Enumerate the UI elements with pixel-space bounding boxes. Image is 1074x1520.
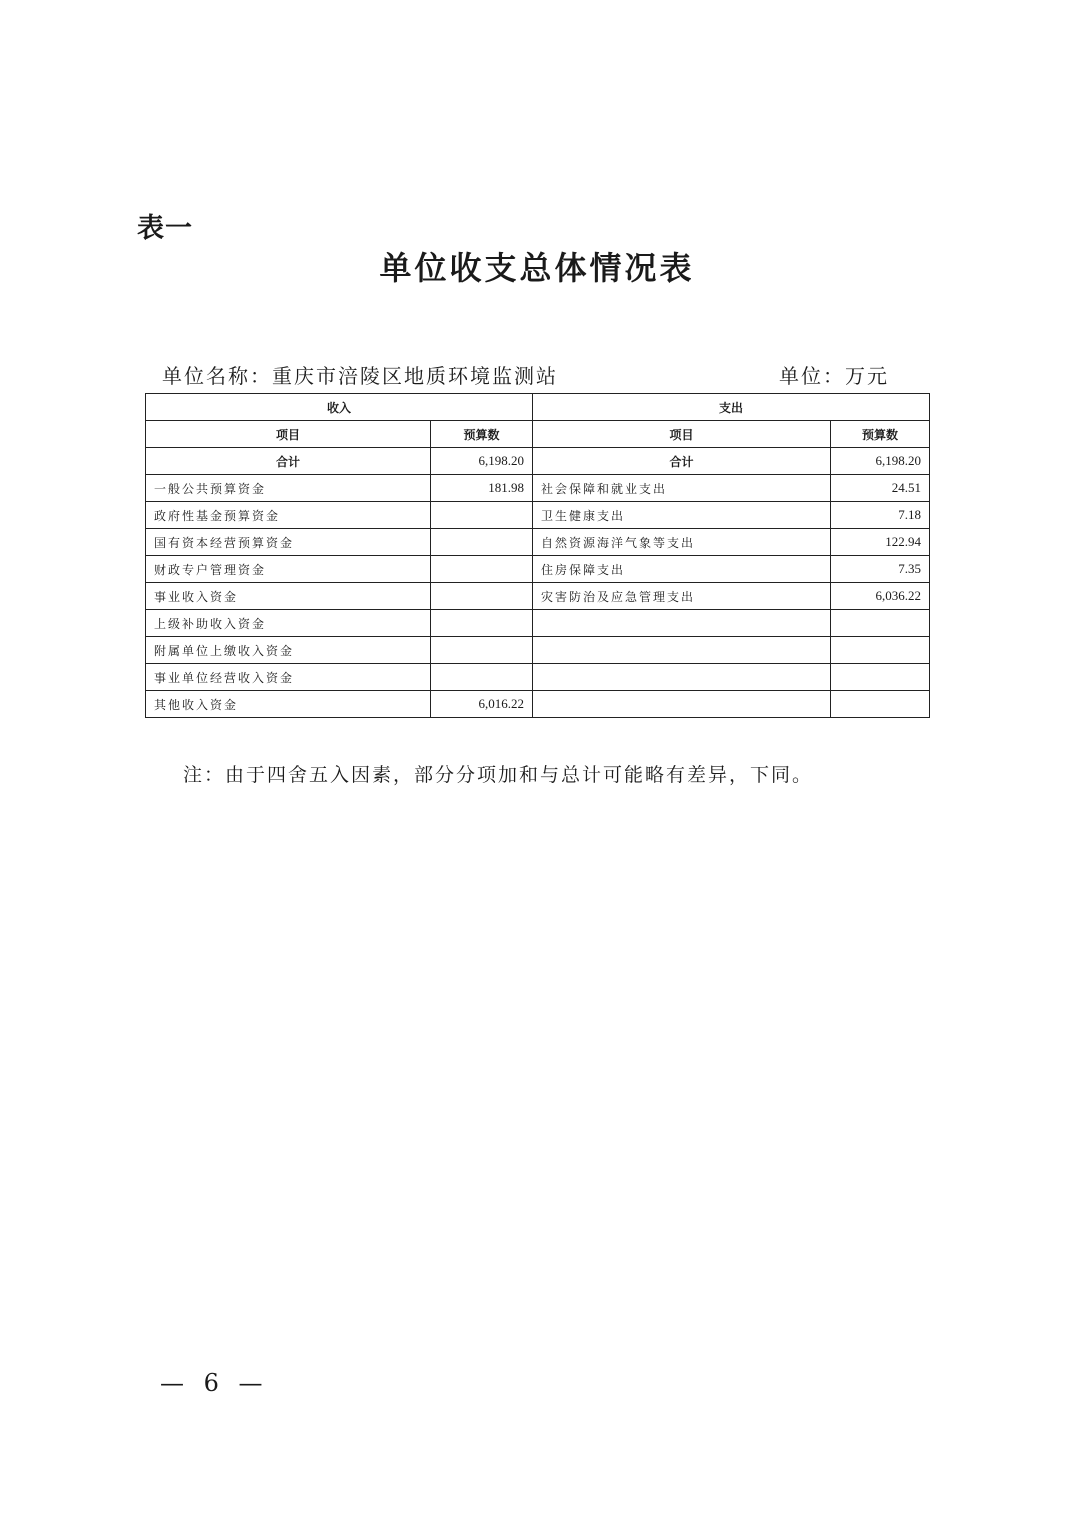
income-value	[431, 583, 533, 610]
income-item: 附属单位上缴收入资金	[146, 637, 431, 664]
income-total-label: 合计	[146, 448, 431, 475]
income-item: 一般公共预算资金	[146, 475, 431, 502]
page-number: — 6 —	[160, 1369, 269, 1397]
column-header-row	[146, 421, 930, 448]
footnote: 注：由于四舍五入因素，部分分项加和与总计可能略有差异，下同。	[183, 764, 814, 786]
income-item: 财政专户管理资金	[146, 556, 431, 583]
table-row	[146, 556, 930, 583]
table-row	[146, 610, 930, 637]
income-item: 上级补助收入资金	[146, 610, 431, 637]
income-value	[431, 610, 533, 637]
table-row	[146, 637, 930, 664]
expense-item: 自然资源海洋气象等支出	[533, 529, 831, 556]
income-value	[431, 502, 533, 529]
income-header: 收入	[146, 394, 533, 421]
expense-value	[831, 691, 930, 718]
expense-item: 住房保障支出	[533, 556, 831, 583]
budget-table	[145, 393, 930, 718]
unit-name: 单位名称：重庆市涪陵区地质环境监测站	[162, 364, 558, 388]
income-total-value: 6,198.20	[431, 448, 533, 475]
expense-value: 122.94	[831, 529, 930, 556]
income-value	[431, 529, 533, 556]
unit-measure: 单位：万元	[779, 364, 889, 388]
income-value: 6,016.22	[431, 691, 533, 718]
table-row	[146, 691, 930, 718]
expense-value	[831, 610, 930, 637]
expense-value: 7.18	[831, 502, 930, 529]
expense-item	[533, 691, 831, 718]
income-item: 事业收入资金	[146, 583, 431, 610]
expense-item	[533, 664, 831, 691]
table-row	[146, 664, 930, 691]
expense-header: 支出	[533, 394, 930, 421]
table-row	[146, 583, 930, 610]
table-row	[146, 529, 930, 556]
expense-total-value: 6,198.20	[831, 448, 930, 475]
expense-value	[831, 664, 930, 691]
total-row	[146, 448, 930, 475]
income-value	[431, 637, 533, 664]
table-row	[146, 502, 930, 529]
table-row	[146, 475, 930, 502]
income-value: 181.98	[431, 475, 533, 502]
page-title: 单位收支总体情况表	[379, 249, 695, 287]
income-item: 政府性基金预算资金	[146, 502, 431, 529]
income-item: 事业单位经营收入资金	[146, 664, 431, 691]
expense-item	[533, 637, 831, 664]
table-label: 表一	[137, 213, 193, 244]
expense-value: 6,036.22	[831, 583, 930, 610]
income-budget-header: 预算数	[431, 421, 533, 448]
income-item: 国有资本经营预算资金	[146, 529, 431, 556]
expense-budget-header: 预算数	[831, 421, 930, 448]
expense-item: 卫生健康支出	[533, 502, 831, 529]
expense-item: 社会保障和就业支出	[533, 475, 831, 502]
income-item: 其他收入资金	[146, 691, 431, 718]
income-item-header: 项目	[146, 421, 431, 448]
expense-item-header: 项目	[533, 421, 831, 448]
expense-value: 24.51	[831, 475, 930, 502]
expense-item: 灾害防治及应急管理支出	[533, 583, 831, 610]
section-header-row	[146, 394, 930, 421]
expense-item	[533, 610, 831, 637]
income-value	[431, 664, 533, 691]
expense-total-label: 合计	[533, 448, 831, 475]
income-value	[431, 556, 533, 583]
expense-value	[831, 637, 930, 664]
expense-value: 7.35	[831, 556, 930, 583]
